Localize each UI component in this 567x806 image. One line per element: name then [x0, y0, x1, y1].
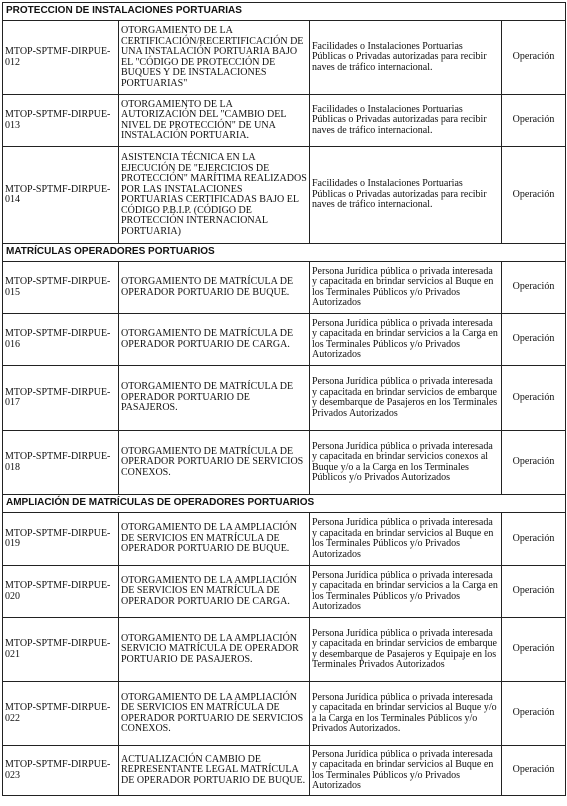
procedure-code: MTOP-SPTMF-DIRPUE-021: [3, 618, 119, 682]
procedure-description: OTORGAMIENTO DE MATRÍCULA DE OPERADOR PORTUARIO DE PASAJEROS.: [119, 366, 310, 431]
procedure-code: MTOP-SPTMF-DIRPUE-019: [3, 513, 119, 566]
table-row: [3, 366, 566, 431]
target-audience: Facilidades o Instalaciones Portuarias Públicas o Privadas autorizadas para recibir naves de tráfico internacional.: [310, 147, 502, 244]
procedure-type: Operación: [502, 513, 566, 566]
document-page: [2, 2, 565, 796]
procedure-type: Operación: [502, 566, 566, 618]
section-title: MATRÍCULAS OPERADORES PORTUARIOS: [3, 244, 566, 262]
target-audience: Persona Jurídica pública o privada interesada y capacitada en brindar servicios al Buque en los Terminales Públicos y/o Privados Autorizados: [310, 746, 502, 796]
table-row: [3, 147, 566, 244]
procedure-code: MTOP-SPTMF-DIRPUE-022: [3, 682, 119, 746]
table-row: [3, 262, 566, 314]
procedure-description: OTORGAMIENTO DE LA CERTIFICACIÓN/RECERTIFICACIÓN DE UNA INSTALACIÓN PORTUARIA BAJO EL "CÓDIGO DE PROTECCIÓN DE BUQUES Y DE INSTALACIONES PORTUARIAS": [119, 21, 310, 95]
procedure-description: OTORGAMIENTO DE MATRÍCULA DE OPERADOR PORTUARIO DE CARGA.: [119, 314, 310, 366]
procedure-type: Operación: [502, 95, 566, 147]
procedure-description: OTORGAMIENTO DE LA AUTORIZACIÓN DEL "CAMBIO DEL NIVEL DE PROTECCIÓN" DE UNA INSTALACIÓN PORTUARIA.: [119, 95, 310, 147]
section-title: PROTECCION DE INSTALACIONES PORTUARIAS: [3, 3, 566, 21]
services-table: [2, 2, 566, 796]
procedure-code: MTOP-SPTMF-DIRPUE-013: [3, 95, 119, 147]
procedure-type: Operación: [502, 314, 566, 366]
target-audience: Persona Jurídica pública o privada interesada y capacitada en brindar servicios conexos al Buque y/o a la Carga en los Terminales Públicos y/o Privados Autorizados: [310, 431, 502, 495]
table-row: [3, 95, 566, 147]
procedure-type: Operación: [502, 21, 566, 95]
procedure-code: MTOP-SPTMF-DIRPUE-023: [3, 746, 119, 796]
section-title: AMPLIACIÓN DE MATRÍCULAS DE OPERADORES PORTUARIOS: [3, 495, 566, 513]
procedure-code: MTOP-SPTMF-DIRPUE-014: [3, 147, 119, 244]
table-row: [3, 618, 566, 682]
table-row: [3, 431, 566, 495]
procedure-code: MTOP-SPTMF-DIRPUE-015: [3, 262, 119, 314]
target-audience: Persona Jurídica pública o privada interesada y capacitada en brindar servicios al Buque y/o a la Carga en los Terminales Públicos y/o Privados Autorizados.: [310, 682, 502, 746]
procedure-type: Operación: [502, 682, 566, 746]
section-header: [3, 3, 566, 21]
table-row: [3, 566, 566, 618]
table-row: [3, 682, 566, 746]
target-audience: Facilidades o Instalaciones Portuarias Públicas o Privadas autorizadas para recibir naves de tráfico internacional.: [310, 21, 502, 95]
section-header: [3, 495, 566, 513]
procedure-type: Operación: [502, 618, 566, 682]
procedure-description: ACTUALIZACIÓN CAMBIO DE REPRESENTANTE LEGAL MATRÍCULA DE OPERADOR PORTUARIO DE BUQUE.: [119, 746, 310, 796]
table-row: [3, 21, 566, 95]
target-audience: Persona Jurídica pública o privada interesada y capacitada en brindar servicios a la Carga en los Terminales Públicos y/o Privados Autorizados: [310, 314, 502, 366]
procedure-description: OTORGAMIENTO DE LA AMPLIACIÓN DE SERVICIOS EN MATRÍCULA DE OPERADOR PORTUARIO DE SERVICIOS CONEXOS.: [119, 682, 310, 746]
target-audience: Facilidades o Instalaciones Portuarias Públicas o Privadas autorizadas para recibir naves de tráfico internacional.: [310, 95, 502, 147]
table-row: [3, 746, 566, 796]
target-audience: Persona Jurídica pública o privada interesada y capacitada en brindar servicios al Buque en los Terminales Públicos y/o Privados Autorizados: [310, 513, 502, 566]
procedure-description: OTORGAMIENTO DE MATRÍCULA DE OPERADOR PORTUARIO DE BUQUE.: [119, 262, 310, 314]
table-row: [3, 513, 566, 566]
procedure-code: MTOP-SPTMF-DIRPUE-018: [3, 431, 119, 495]
procedure-description: OTORGAMIENTO DE MATRÍCULA DE OPERADOR PORTUARIO DE SERVICIOS CONEXOS.: [119, 431, 310, 495]
target-audience: Persona Jurídica pública o privada interesada y capacitada en brindar servicios de embarque y desembarque de Pasajeros y Equipaje en los Terminales Privados Autorizados: [310, 618, 502, 682]
procedure-description: OTORGAMIENTO DE LA AMPLIACIÓN SERVICIO MATRÍCULA DE OPERADOR PORTUARIO DE PASAJEROS.: [119, 618, 310, 682]
procedure-code: MTOP-SPTMF-DIRPUE-012: [3, 21, 119, 95]
target-audience: Persona Jurídica pública o privada interesada y capacitada en brindar servicios al Buque en los Terminales Públicos y/o Privados Autorizados: [310, 262, 502, 314]
procedure-type: Operación: [502, 147, 566, 244]
procedure-type: Operación: [502, 746, 566, 796]
procedure-code: MTOP-SPTMF-DIRPUE-017: [3, 366, 119, 431]
table-row: [3, 314, 566, 366]
procedure-code: MTOP-SPTMF-DIRPUE-020: [3, 566, 119, 618]
procedure-code: MTOP-SPTMF-DIRPUE-016: [3, 314, 119, 366]
section-header: [3, 244, 566, 262]
procedure-type: Operación: [502, 262, 566, 314]
target-audience: Persona Jurídica pública o privada interesada y capacitada en brindar servicios de embarque y desembarque de Pasajeros en los Terminales Privados Autorizados: [310, 366, 502, 431]
procedure-type: Operación: [502, 366, 566, 431]
procedure-type: Operación: [502, 431, 566, 495]
procedure-description: OTORGAMIENTO DE LA AMPLIACIÓN DE SERVICIOS EN MATRÍCULA DE OPERADOR PORTUARIO DE BUQUE.: [119, 513, 310, 566]
procedure-description: ASISTENCIA TÉCNICA EN LA EJECUCIÓN DE "EJERCICIOS DE PROTECCIÓN" MARÍTIMA REALIZADOS POR LAS INSTALACIONES PORTUARIAS CERTIFICADAS BAJO EL CÓDIGO P.B.I.P. (CÓDIGO DE PROTECCIÓN INTERNACIONAL PORTUARIA): [119, 147, 310, 244]
target-audience: Persona Jurídica pública o privada interesada y capacitada en brindar servicios a la Carga en los Terminales Públicos y/o Privados Autorizados: [310, 566, 502, 618]
procedure-description: OTORGAMIENTO DE LA AMPLIACIÓN DE SERVICIOS EN MATRÍCULA DE OPERADOR PORTUARIO DE CARGA.: [119, 566, 310, 618]
